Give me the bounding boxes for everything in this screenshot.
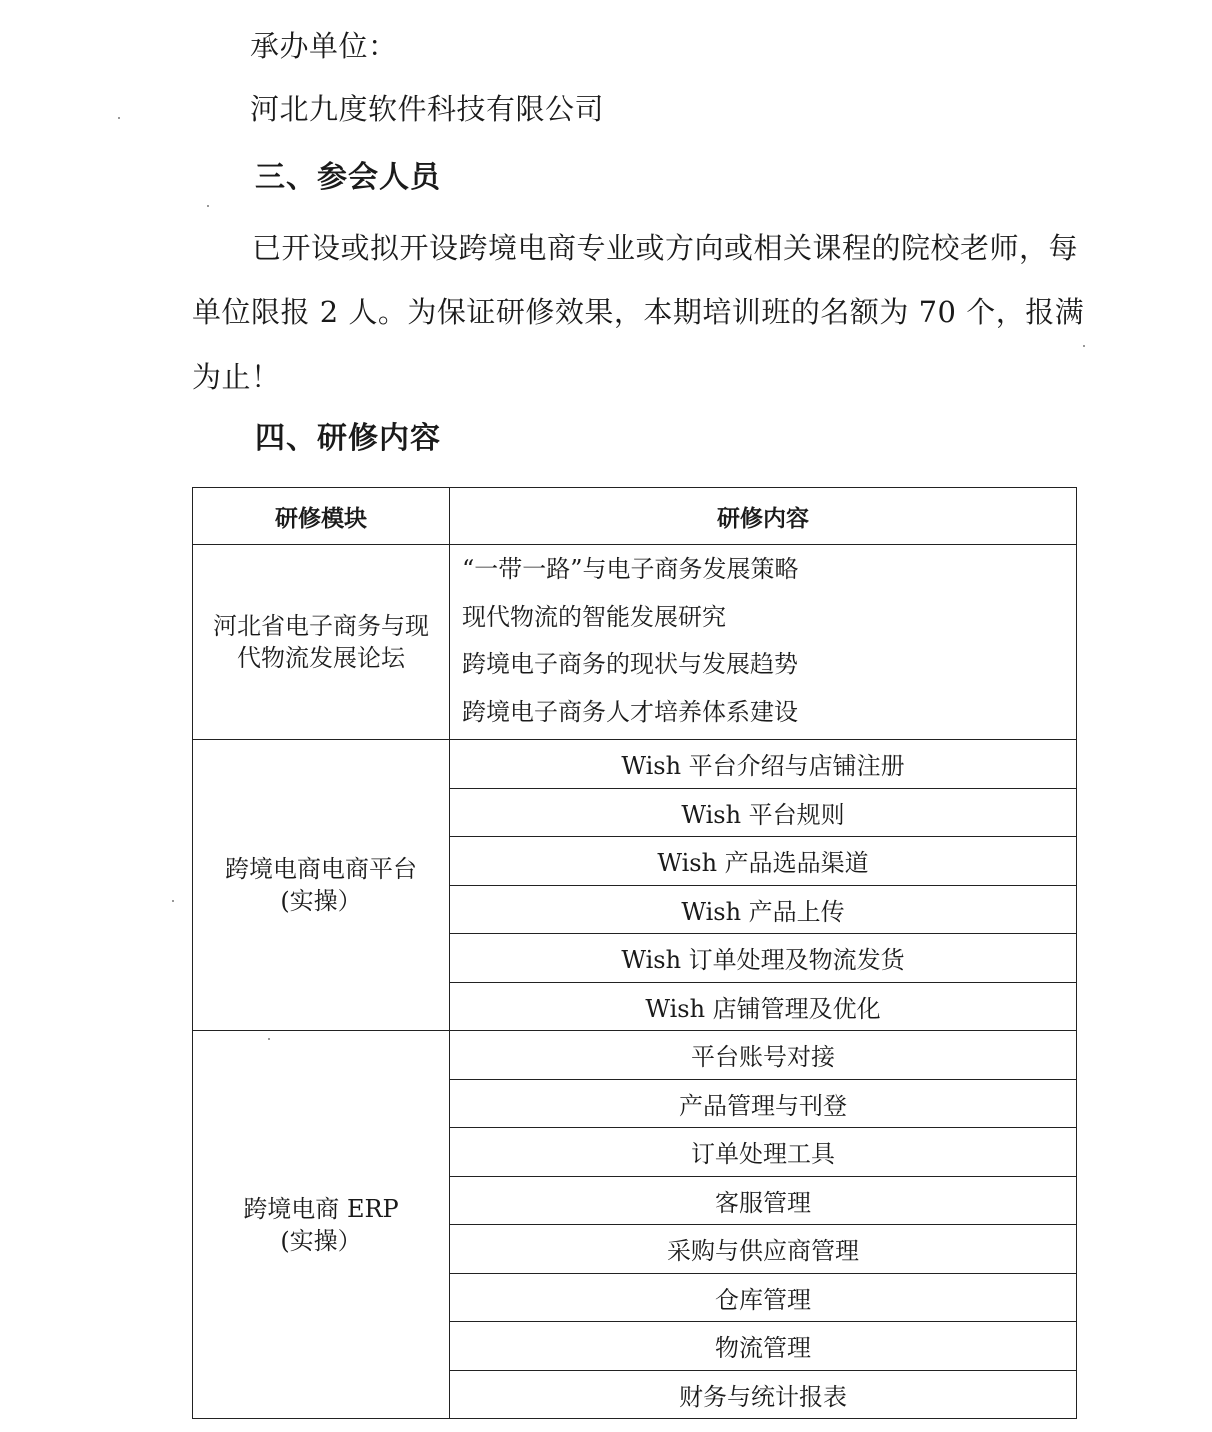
module-name-line: 代物流发展论坛 xyxy=(237,644,405,672)
header-module: 研修模块 xyxy=(193,488,450,545)
table-row xyxy=(193,545,1077,740)
table-header-row xyxy=(193,488,1077,545)
forum-topics-cell xyxy=(450,545,1077,740)
organizer-label: 承办单位： xyxy=(250,29,398,63)
module-cell-platform xyxy=(193,740,450,1031)
module-cell-erp xyxy=(193,1031,450,1419)
content-item: “一带一路”与电子商务发展策略 xyxy=(462,555,799,583)
scan-speck xyxy=(1083,345,1085,347)
module-name-line: 跨境电商 ERP xyxy=(243,1194,399,1223)
content-item: 仓库管理 xyxy=(450,1273,1077,1322)
content-item: Wish 平台介绍与店铺注册 xyxy=(450,740,1077,789)
scan-speck xyxy=(207,205,209,207)
organizer-name: 河北九度软件科技有限公司 xyxy=(250,92,605,126)
content-item: 订单处理工具 xyxy=(450,1128,1077,1177)
module-name-line: 河北省电子商务与现 xyxy=(213,612,429,640)
header-content: 研修内容 xyxy=(450,488,1077,545)
paragraph-line-1: 已开设或拟开设跨境电商专业或方向或相关课程的院校老师，每 xyxy=(252,231,1079,265)
section-3-heading: 三、参会人员 xyxy=(255,160,441,195)
content-item: Wish 店铺管理及优化 xyxy=(450,982,1077,1031)
module-name-line: 跨境电商电商平台 xyxy=(225,855,417,883)
content-item: 产品管理与刊登 xyxy=(450,1079,1077,1128)
paragraph-line-3: 为止！ xyxy=(192,360,281,394)
content-item: Wish 产品选品渠道 xyxy=(450,837,1077,886)
content-item: 跨境电子商务的现状与发展趋势 xyxy=(462,650,798,678)
content-item: 平台账号对接 xyxy=(450,1031,1077,1080)
module-cell-forum xyxy=(193,545,450,740)
paragraph-line-2: 单位限报 2 人。为保证研修效果，本期培训班的名额为 70 个，报满 xyxy=(192,295,1085,329)
table-row xyxy=(193,1031,1077,1080)
content-item: Wish 订单处理及物流发货 xyxy=(450,934,1077,983)
module-name-line: (实操） xyxy=(280,887,362,915)
content-item: 采购与供应商管理 xyxy=(450,1225,1077,1274)
section-4-heading: 四、研修内容 xyxy=(255,421,441,456)
module-name-line: (实操） xyxy=(280,1226,362,1255)
content-item: 客服管理 xyxy=(450,1176,1077,1225)
content-item: 现代物流的智能发展研究 xyxy=(462,602,726,631)
content-item: Wish 产品上传 xyxy=(450,885,1077,934)
content-item: 物流管理 xyxy=(450,1322,1077,1371)
content-item: Wish 平台规则 xyxy=(450,788,1077,837)
scan-speck xyxy=(118,117,120,119)
content-item: 跨境电子商务人才培养体系建设 xyxy=(462,697,798,726)
course-table xyxy=(192,487,1077,1419)
table-row xyxy=(193,740,1077,789)
scan-speck xyxy=(172,900,174,902)
content-item: 财务与统计报表 xyxy=(450,1370,1077,1419)
